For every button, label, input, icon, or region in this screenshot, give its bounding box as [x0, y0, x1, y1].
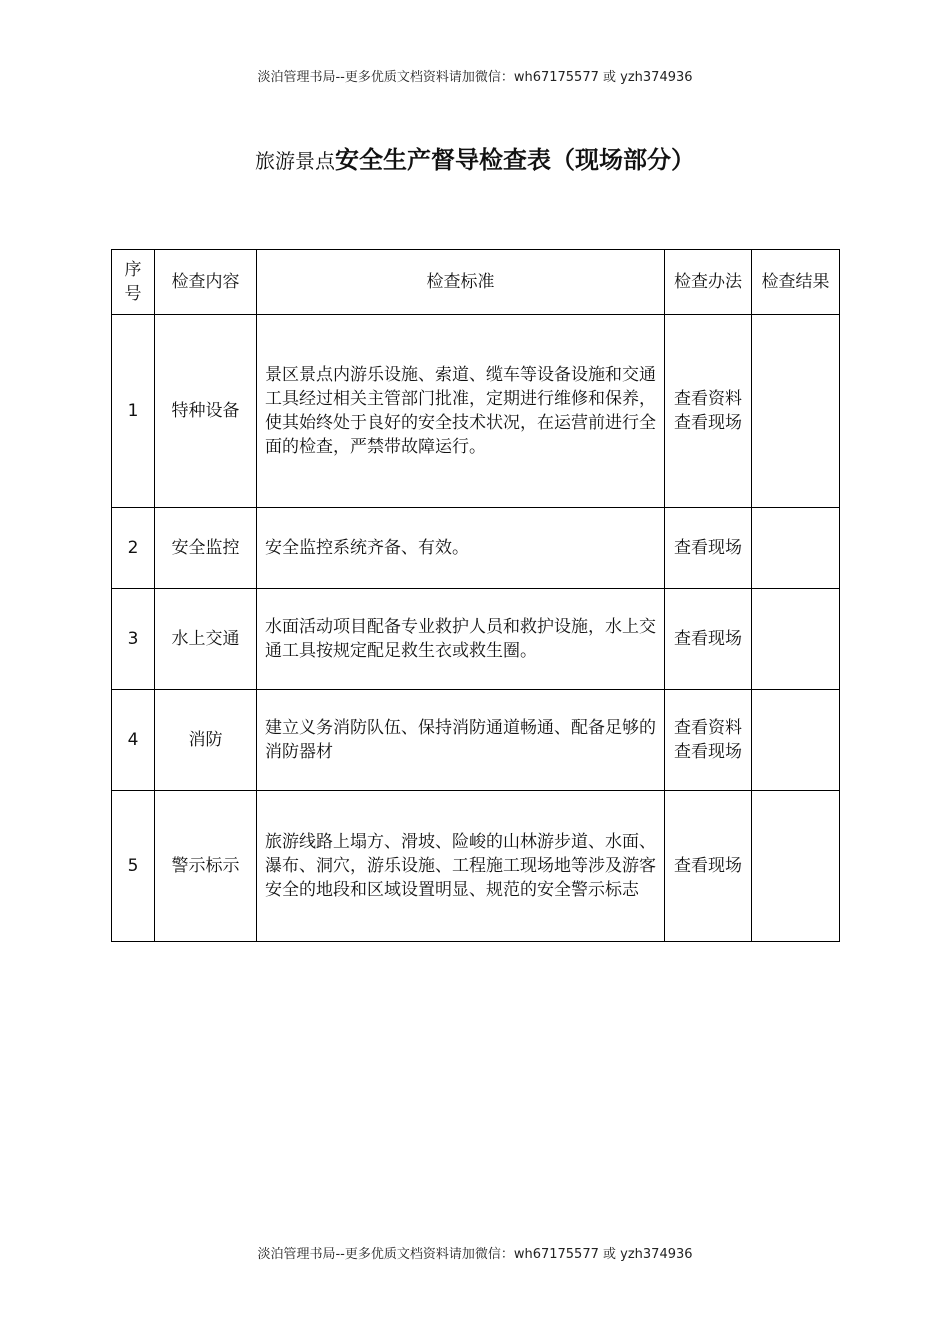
row-no: 2 — [112, 508, 155, 589]
row-method: 查看现场 — [665, 589, 752, 690]
page-footer: 淡泊管理书局--更多优质文档资料请加微信：wh67175577 或 yzh374936 — [257, 1247, 693, 1262]
title-main: 安全生产督导检查表（现场部分） — [335, 146, 695, 174]
header-standard: 检查标准 — [257, 250, 665, 315]
table-row — [112, 589, 840, 690]
row-no: 4 — [112, 690, 155, 791]
row-no: 3 — [112, 589, 155, 690]
page-title — [0, 142, 950, 181]
row-standard: 水面活动项目配备专业救护人员和救护设施，水上交通工具按规定配足救生衣或救生圈。 — [257, 589, 665, 690]
row-method: 查看资料 查看现场 — [665, 315, 752, 508]
inspection-table — [111, 249, 840, 942]
row-item: 安全监控 — [155, 508, 257, 589]
table-row — [112, 315, 840, 508]
page-header: 淡泊管理书局--更多优质文档资料请加微信：wh67175577 或 yzh374936 — [257, 70, 693, 85]
row-no: 5 — [112, 791, 155, 942]
row-result[interactable] — [752, 690, 840, 791]
row-item: 特种设备 — [155, 315, 257, 508]
header-result: 检查结果 — [752, 250, 840, 315]
row-standard: 安全监控系统齐备、有效。 — [257, 508, 665, 589]
row-no: 1 — [112, 315, 155, 508]
table-row — [112, 508, 840, 589]
row-result[interactable] — [752, 315, 840, 508]
row-result[interactable] — [752, 508, 840, 589]
title-prefix: 旅游景点 — [255, 149, 335, 173]
row-result[interactable] — [752, 791, 840, 942]
row-method: 查看现场 — [665, 791, 752, 942]
header-item: 检查内容 — [155, 250, 257, 315]
header-method: 检查办法 — [665, 250, 752, 315]
header-no: 序号 — [112, 250, 155, 315]
row-item: 水上交通 — [155, 589, 257, 690]
row-result[interactable] — [752, 589, 840, 690]
table-row — [112, 791, 840, 942]
table-header-row — [112, 250, 840, 315]
row-item: 警示标示 — [155, 791, 257, 942]
row-item: 消防 — [155, 690, 257, 791]
row-standard: 建立义务消防队伍、保持消防通道畅通、配备足够的消防器材 — [257, 690, 665, 791]
row-method: 查看资料 查看现场 — [665, 690, 752, 791]
row-standard: 旅游线路上塌方、滑坡、险峻的山林游步道、水面、瀑布、洞穴，游乐设施、工程施工现场地等涉及游客安全的地段和区域设置明显、规范的安全警示标志 — [257, 791, 665, 942]
row-method: 查看现场 — [665, 508, 752, 589]
row-standard: 景区景点内游乐设施、索道、缆车等设备设施和交通工具经过相关主管部门批准，定期进行维修和保养，使其始终处于良好的安全技术状况，在运营前进行全面的检查，严禁带故障运行。 — [257, 315, 665, 508]
table-row — [112, 690, 840, 791]
